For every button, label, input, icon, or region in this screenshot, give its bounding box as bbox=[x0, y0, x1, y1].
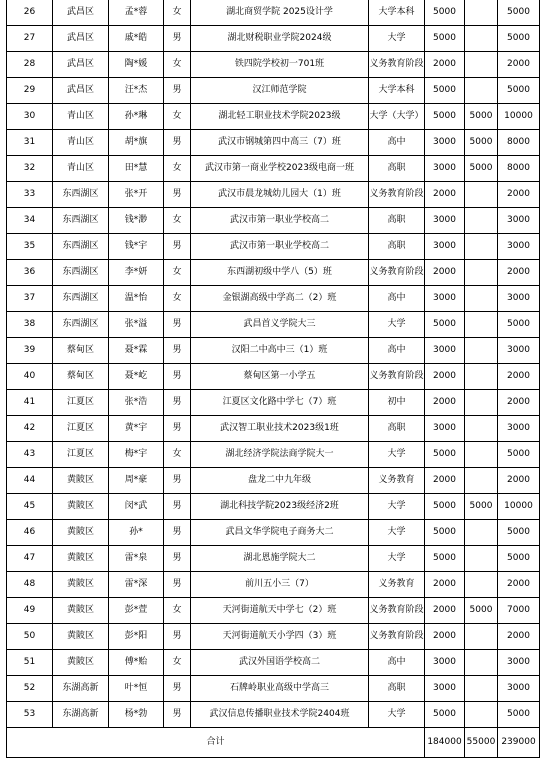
gender-cell: 男 bbox=[164, 546, 191, 572]
amount-sum-cell: 5000 bbox=[498, 78, 540, 104]
name-cell: 黄*宇 bbox=[109, 416, 164, 442]
gender-cell: 男 bbox=[164, 416, 191, 442]
school-class-cell: 天河街道航天小学四（3）班 bbox=[191, 624, 369, 650]
amount-sum-cell: 8000 bbox=[498, 130, 540, 156]
district-cell: 黄陂区 bbox=[53, 598, 109, 624]
name-cell: 孙*琳 bbox=[109, 104, 164, 130]
amount-2-cell bbox=[465, 416, 498, 442]
education-level-cell: 义务教育阶段 bbox=[369, 52, 425, 78]
table-row bbox=[7, 52, 540, 78]
amount-1-cell: 5000 bbox=[425, 104, 465, 130]
amount-2-cell: 5000 bbox=[465, 156, 498, 182]
amount-1-cell: 5000 bbox=[425, 442, 465, 468]
district-cell: 东西湖区 bbox=[53, 286, 109, 312]
education-level-cell: 大学 bbox=[369, 442, 425, 468]
education-level-cell: 大学本科 bbox=[369, 78, 425, 104]
school-class-cell: 汉江师范学院 bbox=[191, 78, 369, 104]
amount-sum-cell: 3000 bbox=[498, 234, 540, 260]
amount-2-cell: 5000 bbox=[465, 130, 498, 156]
amount-sum-cell: 5000 bbox=[498, 26, 540, 52]
row-index-cell: 35 bbox=[7, 234, 53, 260]
amount-1-cell: 3000 bbox=[425, 650, 465, 676]
education-level-cell: 大学 bbox=[369, 312, 425, 338]
district-cell: 东湖高新 bbox=[53, 702, 109, 728]
row-index-cell: 47 bbox=[7, 546, 53, 572]
education-level-cell: 义务教育阶段 bbox=[369, 260, 425, 286]
table-row bbox=[7, 208, 540, 234]
school-class-cell: 盘龙二中九年级 bbox=[191, 468, 369, 494]
amount-2-cell bbox=[465, 0, 498, 26]
amount-1-cell: 2000 bbox=[425, 468, 465, 494]
amount-sum-cell: 3000 bbox=[498, 208, 540, 234]
amount-sum-cell: 5000 bbox=[498, 0, 540, 26]
name-cell: 孙* bbox=[109, 520, 164, 546]
name-cell: 田*慧 bbox=[109, 156, 164, 182]
gender-cell: 男 bbox=[164, 520, 191, 546]
amount-1-cell: 5000 bbox=[425, 702, 465, 728]
gender-cell: 女 bbox=[164, 0, 191, 26]
education-level-cell: 大学 bbox=[369, 546, 425, 572]
table-row bbox=[7, 156, 540, 182]
row-index-cell: 37 bbox=[7, 286, 53, 312]
school-class-cell: 前川五小三（7） bbox=[191, 572, 369, 598]
amount-2-cell bbox=[465, 312, 498, 338]
gender-cell: 男 bbox=[164, 312, 191, 338]
name-cell: 雷*泉 bbox=[109, 546, 164, 572]
amount-sum-cell: 3000 bbox=[498, 338, 540, 364]
row-index-cell: 34 bbox=[7, 208, 53, 234]
school-class-cell: 武昌首义学院大三 bbox=[191, 312, 369, 338]
district-cell: 东湖高新 bbox=[53, 676, 109, 702]
name-cell: 闵*武 bbox=[109, 494, 164, 520]
amount-2-cell bbox=[465, 182, 498, 208]
amount-sum-cell: 2000 bbox=[498, 52, 540, 78]
amount-sum-cell: 5000 bbox=[498, 520, 540, 546]
amount-1-cell: 5000 bbox=[425, 520, 465, 546]
amount-sum-cell: 5000 bbox=[498, 312, 540, 338]
school-class-cell: 武昌文华学院电子商务大二 bbox=[191, 520, 369, 546]
school-class-cell: 石牌岭职业高级中学高三 bbox=[191, 676, 369, 702]
amount-sum-cell: 10000 bbox=[498, 104, 540, 130]
amount-2-cell bbox=[465, 364, 498, 390]
district-cell: 东西湖区 bbox=[53, 312, 109, 338]
gender-cell: 女 bbox=[164, 286, 191, 312]
gender-cell: 女 bbox=[164, 260, 191, 286]
amount-2-cell: 5000 bbox=[465, 104, 498, 130]
amount-2-cell: 5000 bbox=[465, 598, 498, 624]
education-level-cell: 高中 bbox=[369, 338, 425, 364]
name-cell: 彭*萱 bbox=[109, 598, 164, 624]
row-index-cell: 48 bbox=[7, 572, 53, 598]
district-cell: 江夏区 bbox=[53, 416, 109, 442]
amount-sum-cell: 2000 bbox=[498, 364, 540, 390]
gender-cell: 女 bbox=[164, 104, 191, 130]
school-class-cell: 汉阳二中高中三（1）班 bbox=[191, 338, 369, 364]
gender-cell: 男 bbox=[164, 572, 191, 598]
total-label: 合计 bbox=[7, 728, 425, 758]
gender-cell: 男 bbox=[164, 390, 191, 416]
amount-sum-cell: 2000 bbox=[498, 260, 540, 286]
education-level-cell: 高中 bbox=[369, 650, 425, 676]
school-class-cell: 武汉外国语学校高二 bbox=[191, 650, 369, 676]
name-cell: 杨*勃 bbox=[109, 702, 164, 728]
district-cell: 黄陂区 bbox=[53, 520, 109, 546]
row-index-cell: 29 bbox=[7, 78, 53, 104]
gender-cell: 女 bbox=[164, 442, 191, 468]
district-cell: 黄陂区 bbox=[53, 468, 109, 494]
education-level-cell: 大学 bbox=[369, 26, 425, 52]
amount-sum-cell: 2000 bbox=[498, 468, 540, 494]
row-index-cell: 53 bbox=[7, 702, 53, 728]
amount-1-cell: 2000 bbox=[425, 52, 465, 78]
district-cell: 青山区 bbox=[53, 156, 109, 182]
school-class-cell: 湖北恩施学院大二 bbox=[191, 546, 369, 572]
total-amount-1: 184000 bbox=[425, 728, 465, 758]
row-index-cell: 39 bbox=[7, 338, 53, 364]
name-cell: 聂*屹 bbox=[109, 364, 164, 390]
gender-cell: 女 bbox=[164, 156, 191, 182]
table-row bbox=[7, 520, 540, 546]
amount-1-cell: 3000 bbox=[425, 676, 465, 702]
district-cell: 青山区 bbox=[53, 104, 109, 130]
education-level-cell: 高职 bbox=[369, 676, 425, 702]
district-cell: 黄陂区 bbox=[53, 546, 109, 572]
row-index-cell: 49 bbox=[7, 598, 53, 624]
education-level-cell: 高职 bbox=[369, 234, 425, 260]
school-class-cell: 武汉市第一职业学校高二 bbox=[191, 234, 369, 260]
education-level-cell: 高中 bbox=[369, 130, 425, 156]
amount-1-cell: 2000 bbox=[425, 598, 465, 624]
recipient-table bbox=[6, 0, 540, 758]
amount-1-cell: 5000 bbox=[425, 546, 465, 572]
amount-2-cell bbox=[465, 572, 498, 598]
district-cell: 蔡甸区 bbox=[53, 338, 109, 364]
gender-cell: 女 bbox=[164, 208, 191, 234]
education-level-cell: 高中 bbox=[369, 286, 425, 312]
school-class-cell: 天河街道航天中学七（2）班 bbox=[191, 598, 369, 624]
name-cell: 李*妍 bbox=[109, 260, 164, 286]
education-level-cell: 大学 bbox=[369, 494, 425, 520]
amount-sum-cell: 8000 bbox=[498, 156, 540, 182]
gender-cell: 男 bbox=[164, 468, 191, 494]
table-row bbox=[7, 312, 540, 338]
education-level-cell: 义务教育 bbox=[369, 572, 425, 598]
amount-sum-cell: 7000 bbox=[498, 598, 540, 624]
education-level-cell: 大学 bbox=[369, 702, 425, 728]
amount-2-cell bbox=[465, 78, 498, 104]
amount-2-cell bbox=[465, 52, 498, 78]
gender-cell: 男 bbox=[164, 676, 191, 702]
amount-2-cell bbox=[465, 442, 498, 468]
amount-1-cell: 3000 bbox=[425, 208, 465, 234]
row-index-cell: 41 bbox=[7, 390, 53, 416]
district-cell: 武昌区 bbox=[53, 26, 109, 52]
table-row bbox=[7, 286, 540, 312]
row-index-cell: 46 bbox=[7, 520, 53, 546]
amount-2-cell bbox=[465, 390, 498, 416]
table-row bbox=[7, 702, 540, 728]
total-row bbox=[7, 728, 540, 758]
district-cell: 青山区 bbox=[53, 130, 109, 156]
district-cell: 东西湖区 bbox=[53, 260, 109, 286]
district-cell: 东西湖区 bbox=[53, 208, 109, 234]
district-cell: 东西湖区 bbox=[53, 182, 109, 208]
row-index-cell: 31 bbox=[7, 130, 53, 156]
district-cell: 武昌区 bbox=[53, 78, 109, 104]
amount-2-cell bbox=[465, 286, 498, 312]
school-class-cell: 湖北科技学院2023级经济2班 bbox=[191, 494, 369, 520]
amount-2-cell bbox=[465, 676, 498, 702]
table-row bbox=[7, 650, 540, 676]
school-class-cell: 湖北经济学院法商学院大一 bbox=[191, 442, 369, 468]
table-row bbox=[7, 234, 540, 260]
row-index-cell: 36 bbox=[7, 260, 53, 286]
row-index-cell: 50 bbox=[7, 624, 53, 650]
school-class-cell: 武汉信息传播职业技术学院2404班 bbox=[191, 702, 369, 728]
name-cell: 傅*贻 bbox=[109, 650, 164, 676]
amount-1-cell: 2000 bbox=[425, 572, 465, 598]
amount-sum-cell: 5000 bbox=[498, 546, 540, 572]
gender-cell: 男 bbox=[164, 702, 191, 728]
name-cell: 温*怡 bbox=[109, 286, 164, 312]
table-row bbox=[7, 26, 540, 52]
table-row bbox=[7, 104, 540, 130]
amount-2-cell bbox=[465, 702, 498, 728]
amount-1-cell: 5000 bbox=[425, 26, 465, 52]
table-row bbox=[7, 598, 540, 624]
amount-1-cell: 2000 bbox=[425, 624, 465, 650]
table-row bbox=[7, 572, 540, 598]
gender-cell: 女 bbox=[164, 52, 191, 78]
table-row bbox=[7, 416, 540, 442]
row-index-cell: 27 bbox=[7, 26, 53, 52]
amount-sum-cell: 3000 bbox=[498, 286, 540, 312]
amount-1-cell: 3000 bbox=[425, 156, 465, 182]
amount-1-cell: 5000 bbox=[425, 312, 465, 338]
name-cell: 彭*阳 bbox=[109, 624, 164, 650]
amount-1-cell: 3000 bbox=[425, 286, 465, 312]
row-index-cell: 38 bbox=[7, 312, 53, 338]
district-cell: 江夏区 bbox=[53, 390, 109, 416]
amount-2-cell bbox=[465, 624, 498, 650]
table-body bbox=[7, 0, 540, 758]
school-class-cell: 湖北财税职业学院2024级 bbox=[191, 26, 369, 52]
amount-sum-cell: 3000 bbox=[498, 416, 540, 442]
name-cell: 钱*宇 bbox=[109, 234, 164, 260]
education-level-cell: 大学（大学） bbox=[369, 104, 425, 130]
education-level-cell: 义务教育阶段 bbox=[369, 598, 425, 624]
gender-cell: 女 bbox=[164, 598, 191, 624]
school-class-cell: 武汉市钢城第四中高三（7）班 bbox=[191, 130, 369, 156]
district-cell: 黄陂区 bbox=[53, 650, 109, 676]
school-class-cell: 江夏区文化路中学七（7）班 bbox=[191, 390, 369, 416]
table-row bbox=[7, 390, 540, 416]
district-cell: 武昌区 bbox=[53, 0, 109, 26]
district-cell: 黄陂区 bbox=[53, 494, 109, 520]
amount-1-cell: 2000 bbox=[425, 260, 465, 286]
education-level-cell: 高职 bbox=[369, 208, 425, 234]
row-index-cell: 51 bbox=[7, 650, 53, 676]
education-level-cell: 大学 bbox=[369, 520, 425, 546]
amount-2-cell bbox=[465, 546, 498, 572]
school-class-cell: 湖北商贸学院 2025设计学 bbox=[191, 0, 369, 26]
education-level-cell: 高职 bbox=[369, 156, 425, 182]
table-row bbox=[7, 182, 540, 208]
amount-1-cell: 5000 bbox=[425, 0, 465, 26]
row-index-cell: 44 bbox=[7, 468, 53, 494]
education-level-cell: 义务教育阶段 bbox=[369, 364, 425, 390]
table-row bbox=[7, 130, 540, 156]
name-cell: 叶*恒 bbox=[109, 676, 164, 702]
gender-cell: 女 bbox=[164, 650, 191, 676]
name-cell: 雷*深 bbox=[109, 572, 164, 598]
gender-cell: 男 bbox=[164, 338, 191, 364]
district-cell: 武昌区 bbox=[53, 52, 109, 78]
amount-2-cell bbox=[465, 26, 498, 52]
row-index-cell: 43 bbox=[7, 442, 53, 468]
school-class-cell: 武汉智工职业技术2023级1班 bbox=[191, 416, 369, 442]
amount-sum-cell: 3000 bbox=[498, 676, 540, 702]
row-index-cell: 28 bbox=[7, 52, 53, 78]
district-cell: 东西湖区 bbox=[53, 234, 109, 260]
school-class-cell: 武汉市晨龙城幼儿园大（1）班 bbox=[191, 182, 369, 208]
row-index-cell: 30 bbox=[7, 104, 53, 130]
row-index-cell: 40 bbox=[7, 364, 53, 390]
total-amount-sum: 239000 bbox=[498, 728, 540, 758]
gender-cell: 男 bbox=[164, 364, 191, 390]
amount-1-cell: 2000 bbox=[425, 390, 465, 416]
table-row bbox=[7, 338, 540, 364]
amount-sum-cell: 3000 bbox=[498, 650, 540, 676]
district-cell: 黄陂区 bbox=[53, 624, 109, 650]
name-cell: 梅*宇 bbox=[109, 442, 164, 468]
district-cell: 蔡甸区 bbox=[53, 364, 109, 390]
gender-cell: 男 bbox=[164, 78, 191, 104]
name-cell: 钱*渺 bbox=[109, 208, 164, 234]
amount-1-cell: 3000 bbox=[425, 338, 465, 364]
amount-1-cell: 2000 bbox=[425, 182, 465, 208]
amount-2-cell bbox=[465, 338, 498, 364]
name-cell: 张*开 bbox=[109, 182, 164, 208]
school-class-cell: 东西湖初级中学八（5）班 bbox=[191, 260, 369, 286]
row-index-cell: 26 bbox=[7, 0, 53, 26]
amount-2-cell bbox=[465, 234, 498, 260]
name-cell: 陶*媛 bbox=[109, 52, 164, 78]
name-cell: 戚*皓 bbox=[109, 26, 164, 52]
row-index-cell: 33 bbox=[7, 182, 53, 208]
gender-cell: 男 bbox=[164, 234, 191, 260]
amount-2-cell bbox=[465, 468, 498, 494]
table-row bbox=[7, 546, 540, 572]
district-cell: 黄陂区 bbox=[53, 572, 109, 598]
amount-sum-cell: 2000 bbox=[498, 572, 540, 598]
school-class-cell: 武汉市第一商业学校2023级电商一班 bbox=[191, 156, 369, 182]
school-class-cell: 铁四院学校初一701班 bbox=[191, 52, 369, 78]
school-class-cell: 蔡甸区第一小学五 bbox=[191, 364, 369, 390]
amount-1-cell: 2000 bbox=[425, 364, 465, 390]
amount-1-cell: 3000 bbox=[425, 234, 465, 260]
amount-2-cell bbox=[465, 520, 498, 546]
amount-2-cell bbox=[465, 650, 498, 676]
education-level-cell: 初中 bbox=[369, 390, 425, 416]
amount-sum-cell: 2000 bbox=[498, 624, 540, 650]
school-class-cell: 金银湖高级中学高二（2）班 bbox=[191, 286, 369, 312]
table-row bbox=[7, 260, 540, 286]
amount-1-cell: 5000 bbox=[425, 494, 465, 520]
name-cell: 聂*霖 bbox=[109, 338, 164, 364]
amount-1-cell: 5000 bbox=[425, 78, 465, 104]
name-cell: 孟*蓉 bbox=[109, 0, 164, 26]
total-amount-2: 55000 bbox=[465, 728, 498, 758]
amount-2-cell: 5000 bbox=[465, 494, 498, 520]
amount-2-cell bbox=[465, 208, 498, 234]
name-cell: 周*豪 bbox=[109, 468, 164, 494]
education-level-cell: 义务教育阶段 bbox=[369, 624, 425, 650]
amount-sum-cell: 2000 bbox=[498, 182, 540, 208]
amount-2-cell bbox=[465, 260, 498, 286]
district-cell: 江夏区 bbox=[53, 442, 109, 468]
education-level-cell: 高职 bbox=[369, 416, 425, 442]
education-level-cell: 义务教育 bbox=[369, 468, 425, 494]
gender-cell: 男 bbox=[164, 494, 191, 520]
amount-sum-cell: 2000 bbox=[498, 390, 540, 416]
amount-sum-cell: 5000 bbox=[498, 442, 540, 468]
row-index-cell: 42 bbox=[7, 416, 53, 442]
table-row bbox=[7, 0, 540, 26]
name-cell: 张*浩 bbox=[109, 390, 164, 416]
name-cell: 胡*旗 bbox=[109, 130, 164, 156]
amount-sum-cell: 10000 bbox=[498, 494, 540, 520]
table-row bbox=[7, 494, 540, 520]
name-cell: 汪*杰 bbox=[109, 78, 164, 104]
gender-cell: 男 bbox=[164, 26, 191, 52]
amount-sum-cell: 5000 bbox=[498, 702, 540, 728]
gender-cell: 男 bbox=[164, 624, 191, 650]
amount-1-cell: 3000 bbox=[425, 416, 465, 442]
table-row bbox=[7, 364, 540, 390]
table-row bbox=[7, 676, 540, 702]
school-class-cell: 武汉市第一职业学校高二 bbox=[191, 208, 369, 234]
gender-cell: 男 bbox=[164, 182, 191, 208]
row-index-cell: 52 bbox=[7, 676, 53, 702]
gender-cell: 男 bbox=[164, 130, 191, 156]
row-index-cell: 45 bbox=[7, 494, 53, 520]
row-index-cell: 32 bbox=[7, 156, 53, 182]
education-level-cell: 义务教育阶段 bbox=[369, 182, 425, 208]
name-cell: 张*溢 bbox=[109, 312, 164, 338]
table-row bbox=[7, 468, 540, 494]
table-row bbox=[7, 624, 540, 650]
amount-1-cell: 3000 bbox=[425, 130, 465, 156]
school-class-cell: 湖北轻工职业技术学院2023级 bbox=[191, 104, 369, 130]
table-row bbox=[7, 78, 540, 104]
table-row bbox=[7, 442, 540, 468]
education-level-cell: 大学本科 bbox=[369, 0, 425, 26]
